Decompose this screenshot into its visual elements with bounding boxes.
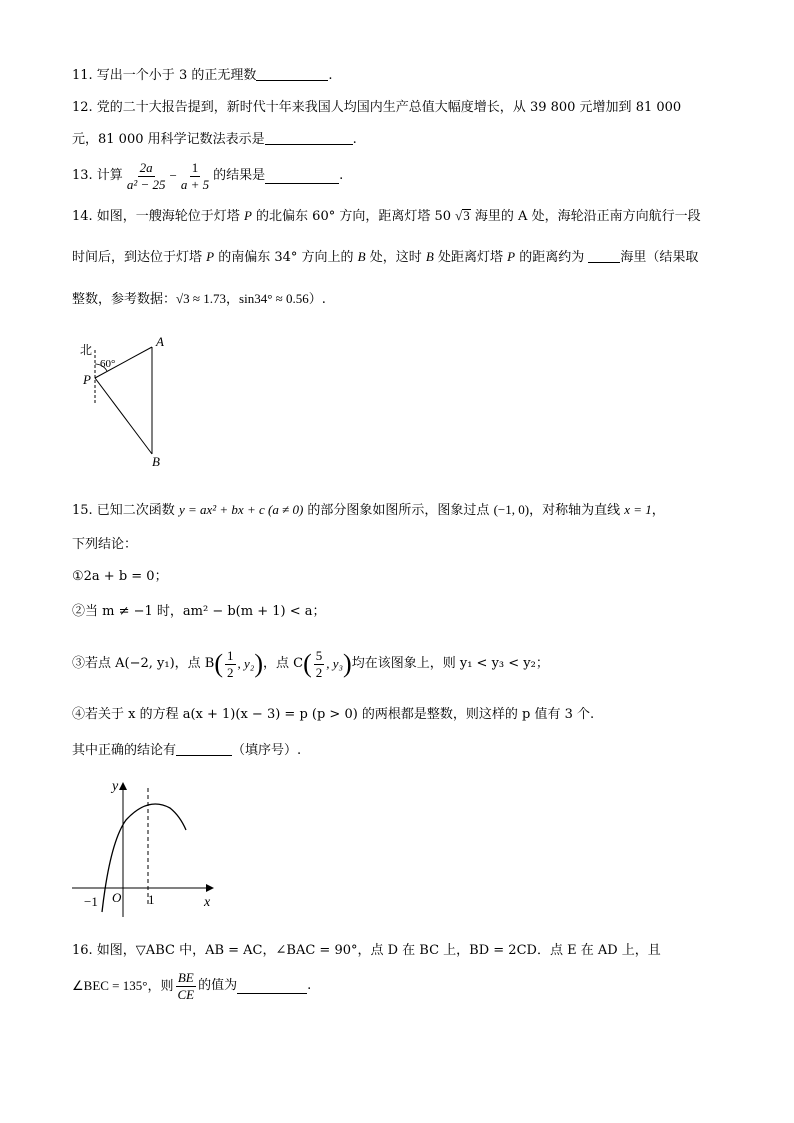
label-b: B [425, 249, 434, 264]
frac-denominator: 2 [315, 664, 323, 680]
question-12-line2 [72, 130, 357, 150]
conclusion-3 [72, 645, 549, 683]
ask-text: 其中正确的结论有 [72, 743, 177, 758]
question-16-line2 [72, 966, 311, 1006]
lighthouse-figure [78, 330, 178, 470]
q14-text: 的距离约为 [515, 250, 585, 265]
one-label: 1 [148, 892, 155, 907]
question-12-line1: 12. 党的二十大报告提到，新时代十年来我国人均国内生产总值大幅度增长，从 39 800 元增加到 81 000 [72, 100, 682, 115]
left-paren: ( [214, 649, 224, 678]
c3-text: ③若点 A(−2, y₁)，点 B [72, 656, 215, 671]
answer-blank [588, 248, 620, 263]
q14-text: 处距离灯塔 [433, 250, 508, 265]
q15-text: 的部分图象如图所示，图象过点 [303, 503, 494, 518]
fraction-2 [179, 160, 211, 193]
frac1-denominator: a² − 25 [126, 176, 166, 192]
q15-text: 15. 已知二次函数 [72, 503, 179, 518]
conclusion-1: ①2a + b = 0； [72, 569, 168, 584]
frac-denominator: 2 [227, 664, 234, 680]
frac-numerator: BE [177, 969, 194, 985]
minus-sign: − [169, 168, 177, 183]
x-axis-label: x [204, 895, 211, 910]
q14-text: 的南偏东 34° 方向上的 [214, 250, 358, 265]
question-16-line1: 16. 如图，▽ABC 中，AB = AC，∠BAC = 90°，点 D 在 BC 上，BD = 2CD．点 E 在 AD 上，且 [72, 943, 661, 958]
left-paren: ( [303, 649, 312, 678]
label-b: B [357, 249, 366, 264]
question-15-line2: 下列结论： [72, 537, 138, 552]
frac2-numerator: 1 [191, 159, 199, 175]
x-axis-arrow [206, 884, 214, 892]
q13-post: 的结果是 [213, 168, 266, 183]
point-p-label: P [83, 372, 91, 387]
q14-text: 海里（结果取 [620, 250, 699, 265]
right-paren: ) [343, 649, 352, 678]
c3-text: ，点 C [262, 656, 304, 671]
label-p: P [206, 249, 215, 264]
sqrt-sign: √ [455, 208, 463, 223]
frac-numerator: 1 [227, 647, 234, 663]
q16-text: ∠BEC = 135°，则 [72, 978, 174, 993]
answer-blank [237, 979, 307, 994]
label-p: P [507, 249, 516, 264]
q14-text: 14. 如图，一艘海轮位于灯塔 [72, 209, 244, 224]
q16-end: . [307, 978, 312, 993]
q16-text: 的值为 [198, 978, 238, 993]
question-13 [72, 158, 343, 194]
answer-blank [265, 169, 339, 184]
y-axis-label: y [112, 779, 119, 794]
answer-blank [265, 130, 353, 145]
q13-pre: 13. 计算 [72, 168, 123, 183]
neg-one-label: −1 [84, 894, 98, 909]
q14-text: 处，这时 [365, 250, 426, 265]
conclusion-2: ②当 m ≠ −1 时，am² − b(m + 1) < a； [72, 604, 326, 619]
c3-text: 均在该图象上，则 y₁ < y₃ < y₂； [351, 656, 549, 671]
fraction-be-ce [175, 970, 196, 1003]
point-b-label: B [152, 454, 160, 469]
axis-of-symmetry: x = 1 [624, 502, 652, 517]
reference-data: √3 ≈ 1.73，sin34° ≈ 0.56） [176, 291, 322, 306]
q14-text: 时间后，到达位于灯塔 [72, 250, 207, 265]
y2-label: , y₂ [237, 656, 255, 671]
q14-end: . [321, 292, 326, 307]
q12-end: . [352, 132, 357, 147]
fraction-1 [125, 160, 168, 193]
angle-label: 60° [100, 358, 116, 370]
q13-end: . [339, 168, 344, 183]
north-label: 北 [80, 343, 93, 357]
q14-text: 海里的 A 处，海轮沿正南方向航行一段 [470, 209, 701, 224]
segment-pb [95, 378, 152, 454]
q11-end: . [328, 68, 333, 83]
question-15-line1 [72, 500, 665, 521]
q12-text: 元，81 000 用科学记数法表示是 [72, 132, 265, 147]
question-14-line1 [72, 206, 701, 227]
frac2-denominator: a + 5 [180, 176, 210, 192]
question-15-ask [72, 741, 301, 761]
y-axis-arrow [119, 782, 127, 790]
q11-text: 11. 写出一个小于 3 的正无理数 [72, 68, 257, 83]
frac-denominator: CE [177, 986, 195, 1002]
fraction-half [225, 648, 236, 681]
point-a-label: A [156, 334, 164, 349]
label-p: P [243, 208, 252, 223]
conclusion-4: ④若关于 x 的方程 a(x + 1)(x − 3) = p (p > 0) 的两根都是整数，则这样的 p 值有 3 个. [72, 707, 595, 722]
question-11 [72, 66, 332, 86]
y3-label: , y₃ [326, 656, 344, 671]
answer-blank [176, 741, 232, 756]
q15-text: ， [651, 503, 665, 518]
fraction-five-halves [314, 648, 325, 681]
ask-end: （填序号）. [232, 743, 302, 758]
point-coords: (−1, 0) [493, 502, 530, 517]
frac-numerator: 5 [315, 647, 323, 663]
answer-blank [256, 66, 328, 81]
frac1-numerator: 2a [139, 159, 153, 175]
question-14-line3 [72, 289, 326, 310]
quadratic-function: y = ax² + bx + c (a ≠ 0) [178, 502, 304, 517]
right-paren: ) [254, 649, 263, 678]
q14-text: 整数，参考数据： [72, 292, 177, 307]
question-14-line2 [72, 247, 698, 268]
q14-text: 的北偏东 60° 方向，距离灯塔 50 [251, 209, 456, 224]
parabola-figure [68, 772, 228, 922]
sqrt-value: 3 [463, 208, 470, 223]
origin-label: O [112, 890, 122, 905]
q15-text: ，对称轴为直线 [529, 503, 625, 518]
